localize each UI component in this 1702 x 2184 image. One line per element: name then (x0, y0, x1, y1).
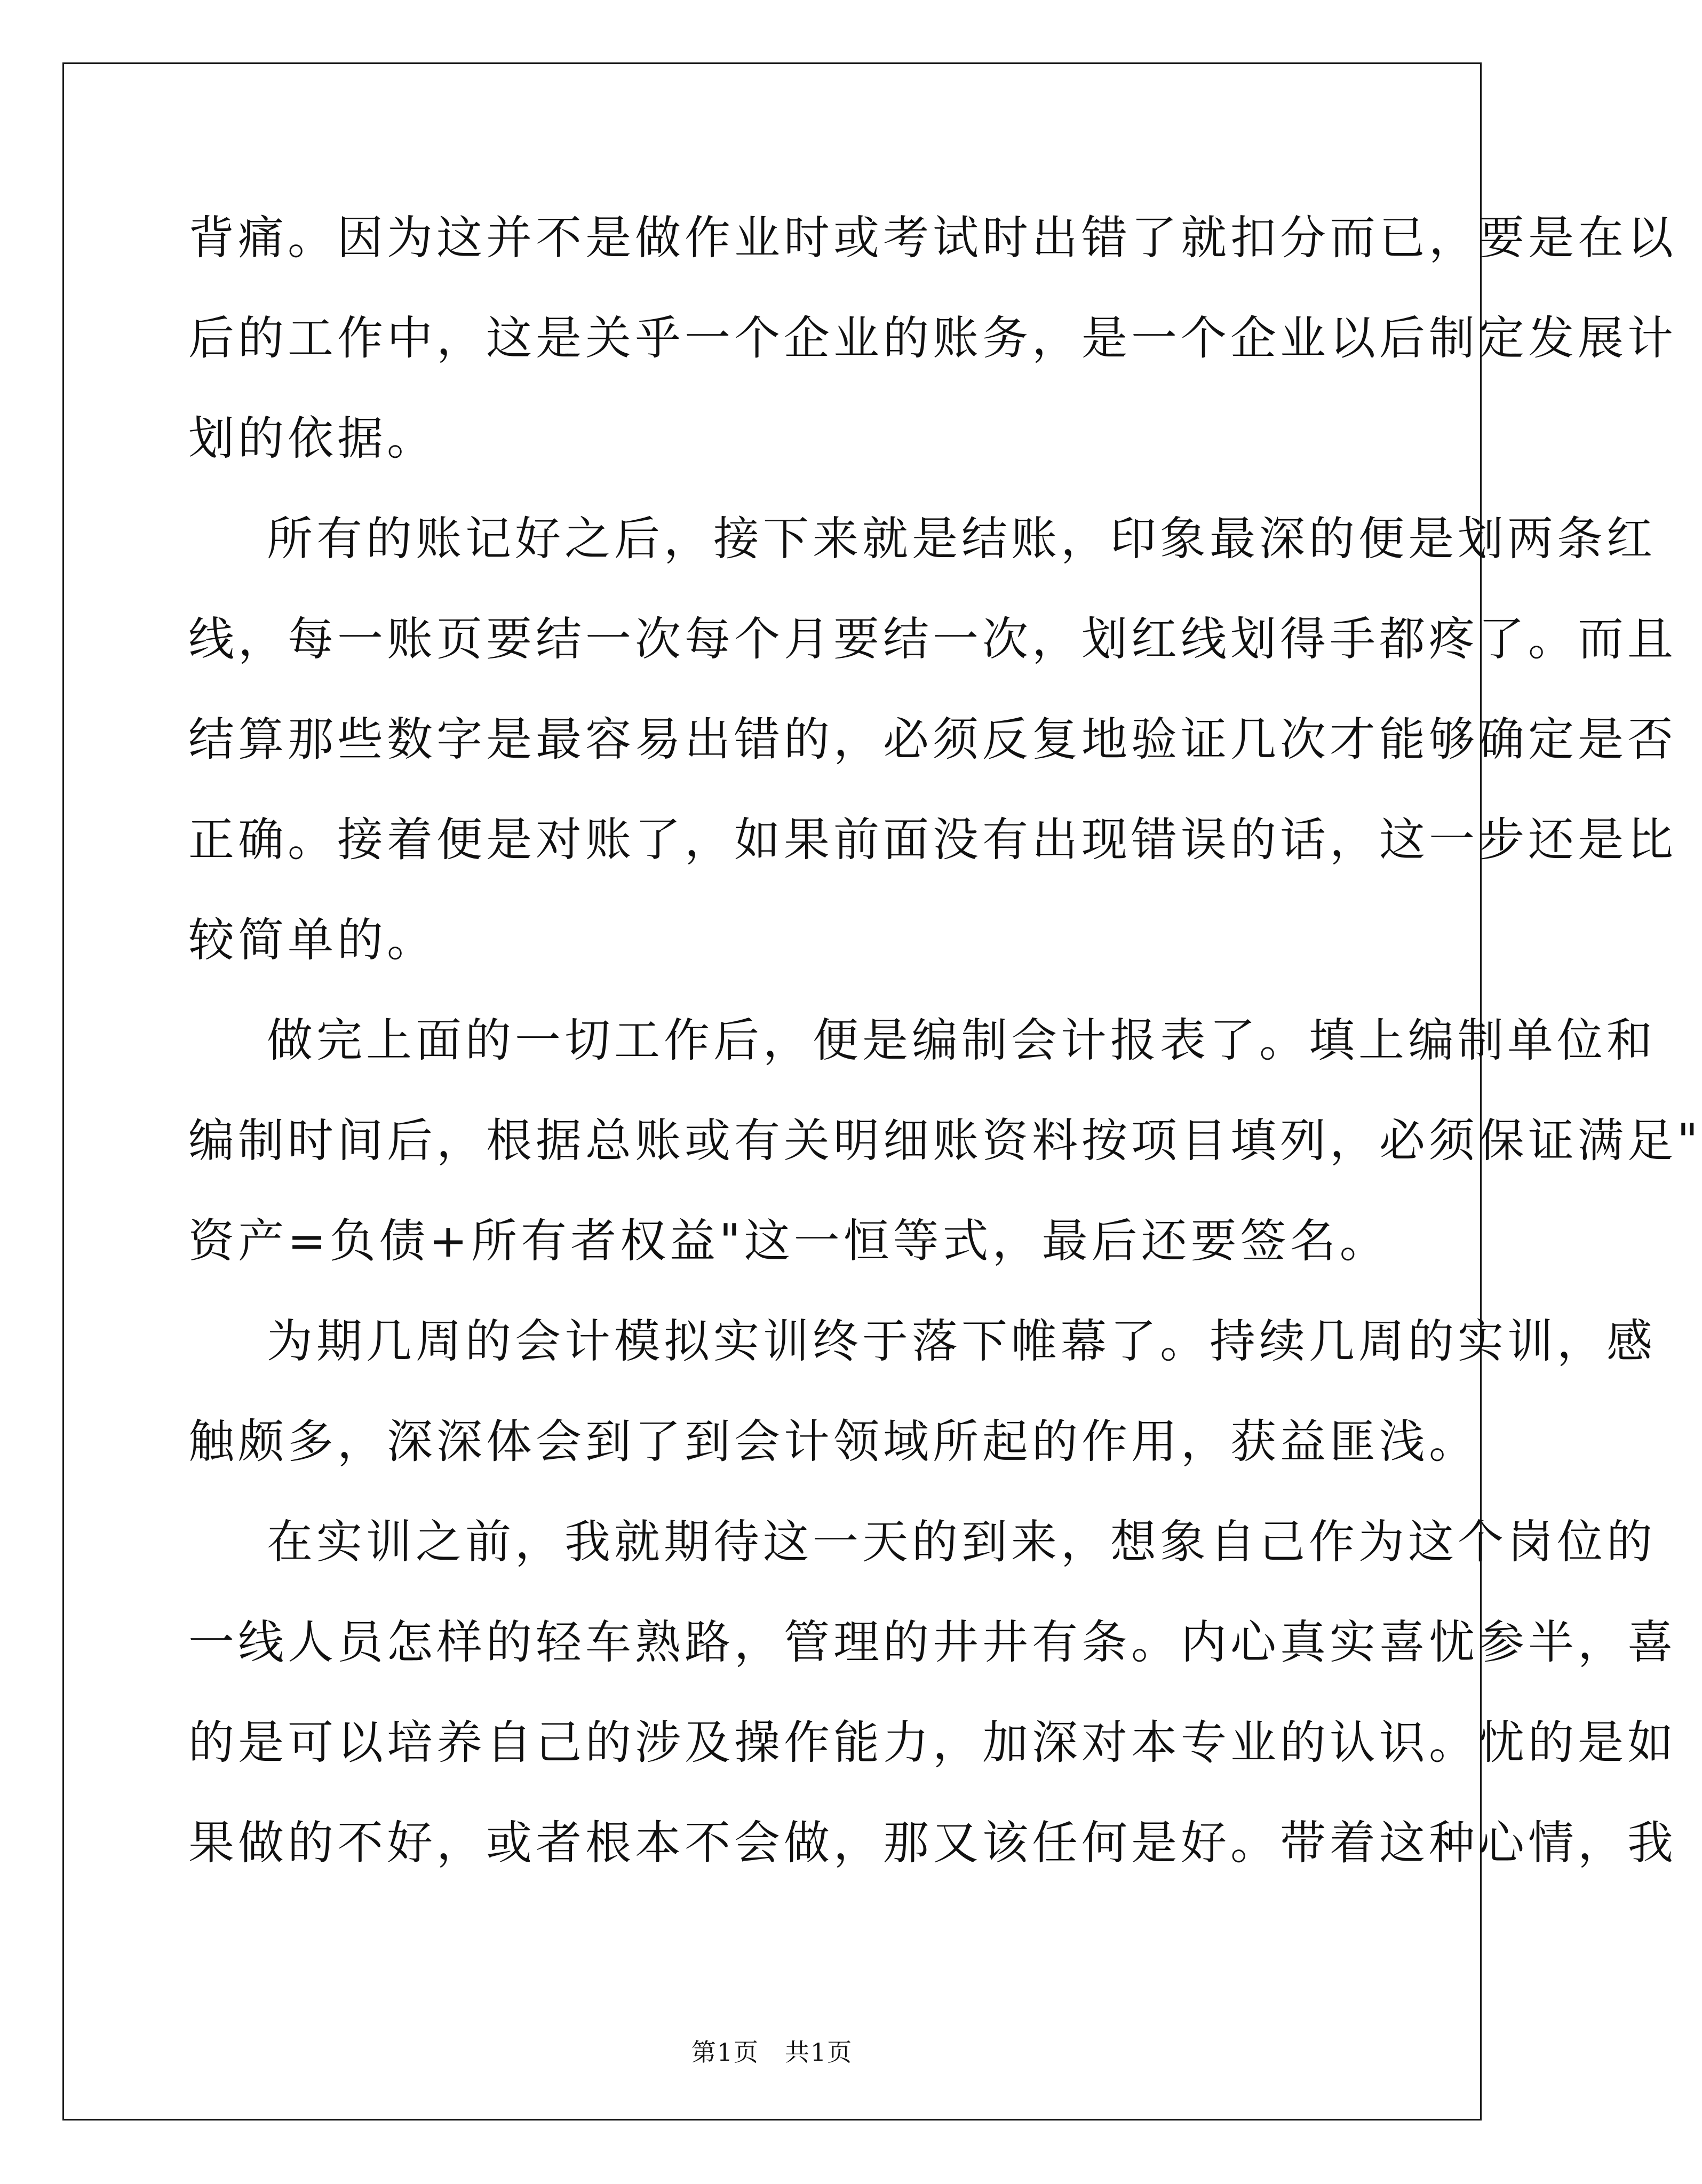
text-line: 资产=负债+所有者权益"这一恒等式，最后还要签名。 (188, 1214, 1389, 1268)
text-line: 一线人员怎样的轻车熟路，管理的井井有条。内心真实喜忧参半，喜 (188, 1616, 1677, 1669)
text-line: 果做的不好，或者根本不会做，那又该任何是好。带着这种心情，我 (188, 1816, 1677, 1870)
page-footer: 第1页 共1页 (691, 2038, 853, 2067)
paragraph-first-line: 为期几周的会计模拟实训终于落下帷幕了。持续几周的实训，感 (267, 1315, 1656, 1368)
text-line: 正确。接着便是对账了，如果前面没有出现错误的话，这一步还是比 (188, 813, 1677, 867)
paragraph-first-line: 在实训之前，我就期待这一天的到来，想象自己作为这个岗位的 (267, 1515, 1656, 1569)
text-line: 结算那些数字是最容易出错的，必须反复地验证几次才能够确定是否 (188, 713, 1677, 766)
text-line: 触颇多，深深体会到了到会计领域所起的作用，获益匪浅。 (188, 1415, 1478, 1468)
text-line: 的是可以培养自己的涉及操作能力，加深对本专业的认识。忧的是如 (188, 1716, 1677, 1769)
text-line: 编制时间后，根据总账或有关明细账资料按项目填列，必须保证满足" (188, 1114, 1702, 1168)
text-line: 较简单的。 (188, 914, 436, 967)
paragraph-first-line: 所有的账记好之后，接下来就是结账，印象最深的便是划两条红 (267, 512, 1656, 566)
paragraph-first-line: 做完上面的一切工作后，便是编制会计报表了。填上编制单位和 (267, 1014, 1656, 1067)
text-line: 线，每一账页要结一次每个月要结一次，划红线划得手都疼了。而且 (188, 613, 1677, 666)
text-line: 背痛。因为这并不是做作业时或考试时出错了就扣分而已，要是在以 (188, 211, 1677, 265)
text-line: 划的依据。 (188, 412, 436, 465)
text-line: 后的工作中，这是关乎一个企业的账务，是一个企业以后制定发展计 (188, 312, 1677, 365)
